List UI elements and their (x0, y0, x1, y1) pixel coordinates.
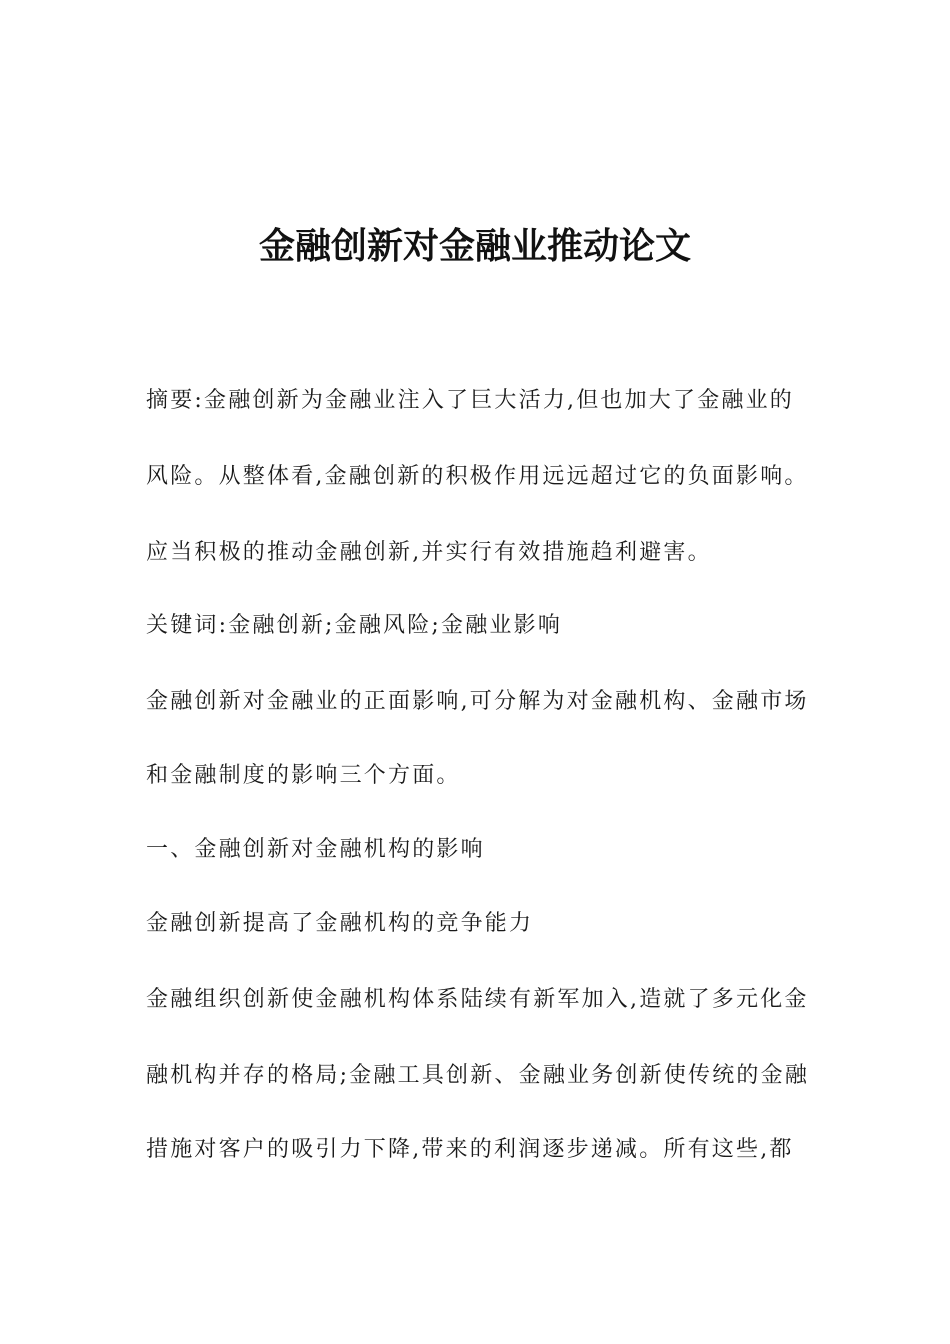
paragraph-line-2: 和金融制度的影响三个方面。 (146, 763, 461, 788)
document-title: 金融创新对金融业推动论文 (258, 226, 691, 267)
paragraph-line-1: 金融创新对金融业的正面影响,可分解为对金融机构、金融市场 (146, 689, 809, 714)
body-line-1: 金融组织创新使金融机构体系陆续有新军加入,造就了多元化金 (146, 987, 809, 1012)
body-line-2: 融机构并存的格局;金融工具创新、金融业务创新使传统的金融 (146, 1063, 810, 1088)
abstract-line-1: 摘要:金融创新为金融业注入了巨大活力,但也加大了金融业的 (146, 388, 795, 413)
abstract-line-3: 应当积极的推动金融创新,并实行有效措施趋利避害。 (146, 540, 712, 565)
section-heading: 一、金融创新对金融机构的影响 (146, 837, 485, 862)
subsection-heading: 金融创新提高了金融机构的竞争能力 (146, 911, 534, 936)
keywords-line: 关键词:金融创新;金融风险;金融业影响 (146, 613, 563, 638)
abstract-line-2: 风险。从整体看,金融创新的积极作用远远超过它的负面影响。 (146, 464, 809, 489)
body-line-3: 措施对客户的吸引力下降,带来的利润逐步递减。所有这些,都 (146, 1137, 794, 1162)
